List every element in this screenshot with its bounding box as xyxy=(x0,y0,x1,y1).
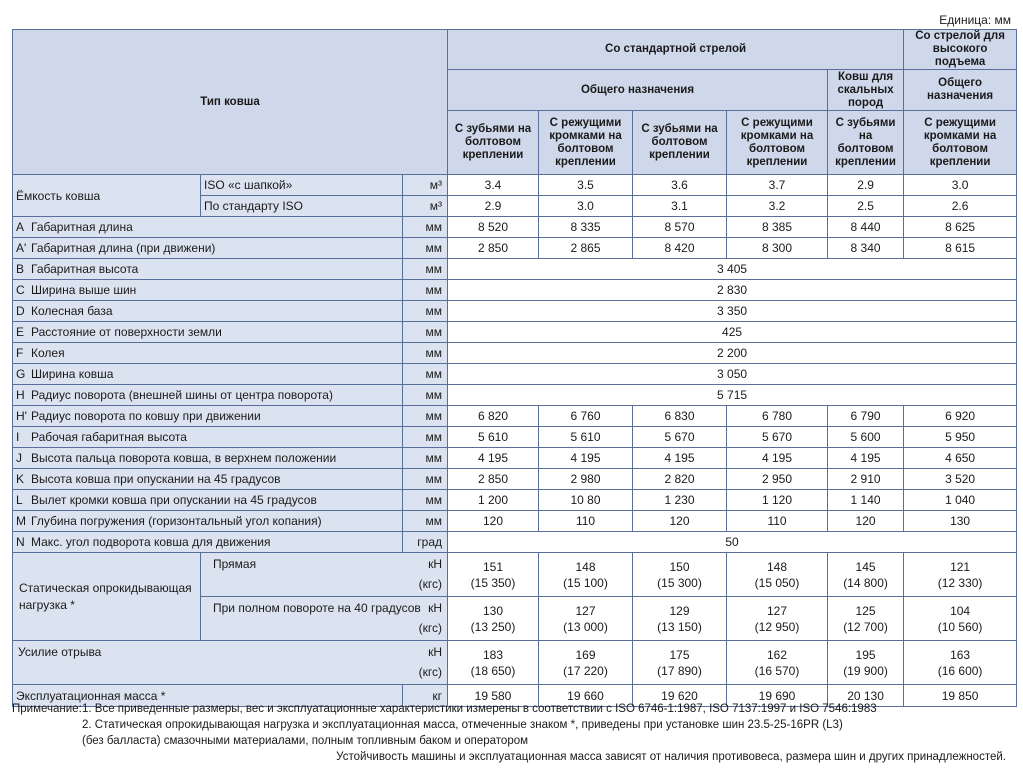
row-letter: H' xyxy=(16,409,27,423)
value-cell: 8 385 xyxy=(727,217,828,238)
note-1: 1. Все приведенные размеры, вес и эксплуатационные характеристики измерены в соответствии с ISO 6746-1:1987, ISO 7137:1997 и ISO 7546:1983 xyxy=(82,703,877,715)
value-kgs: (17 890) xyxy=(657,663,702,678)
row-letter: K xyxy=(16,472,25,486)
value-cell: 2.9 xyxy=(828,175,904,196)
value-cell-two-line xyxy=(904,597,1017,641)
table-row xyxy=(13,175,1017,196)
value-kgs: (13 000) xyxy=(563,619,608,634)
row-label-text: Ширина ковша xyxy=(31,367,114,381)
row-letter: E xyxy=(16,325,25,339)
value-cell: 1 140 xyxy=(828,490,904,511)
column-header: С зубьями на болтовом креплении xyxy=(828,111,904,175)
mass-label: Эксплуатационная масса * xyxy=(13,685,403,707)
value-cell: 130 xyxy=(904,511,1017,532)
value-cell: 8 440 xyxy=(828,217,904,238)
value-cell: 1 040 xyxy=(904,490,1017,511)
unit-cell: мм xyxy=(403,280,448,301)
column-header: С зубьями на болтовом креплении xyxy=(448,111,539,175)
table-row xyxy=(13,427,1017,448)
unit-cell: мм xyxy=(403,259,448,280)
capacity-label: Ёмкость ковша xyxy=(13,175,201,217)
row-label xyxy=(13,217,403,238)
row-letter: F xyxy=(16,346,24,360)
row-label-text: Высота ковша при опускании на 45 градусов xyxy=(31,472,281,486)
row-label-text: Габаритная высота xyxy=(31,262,139,276)
value-cell: 3.1 xyxy=(633,196,727,217)
value-cell-two-line xyxy=(539,597,633,641)
row-label-text: Глубина погружения (горизонтальный угол копания) xyxy=(31,514,322,528)
value-kn: 150 xyxy=(669,559,690,574)
value-cell: 2 820 xyxy=(633,469,727,490)
value-cell: 3.2 xyxy=(727,196,828,217)
breakout-label-text: Усилие отрыва xyxy=(18,645,102,659)
row-label-text: Вылет кромки ковша при опускании на 45 градусов xyxy=(31,493,317,507)
column-header: С режущими кромками на болтовом креплении xyxy=(904,111,1017,175)
unit-cell: мм xyxy=(403,322,448,343)
value-kn: 127 xyxy=(767,603,788,618)
value-kgs: (16 570) xyxy=(754,663,800,678)
value-cell: 5 610 xyxy=(539,427,633,448)
unit-cell: кг xyxy=(403,685,448,707)
unit-cell: мм xyxy=(403,217,448,238)
row-letter: M xyxy=(16,514,26,528)
note-2-continued: (без балласта) смазочными материалами, полным топливным баком и оператором xyxy=(82,735,529,747)
row-label xyxy=(13,301,403,322)
table-row xyxy=(13,238,1017,259)
value-cell: 8 520 xyxy=(448,217,539,238)
row-letter: J xyxy=(16,451,22,465)
table-row xyxy=(13,280,1017,301)
value-kgs: (13 250) xyxy=(470,619,516,634)
value-cell: 2.5 xyxy=(828,196,904,217)
unit-cell: мм xyxy=(403,511,448,532)
unit-kgs: (кгс) xyxy=(418,665,443,679)
table-row xyxy=(13,532,1017,553)
note-2: 2. Статическая опрокидывающая нагрузка и эксплуатационная масса, отмеченные знаком *, приведены при установке шин 23.5-25-16PR (L3) xyxy=(82,719,843,731)
value-cell-merged: 425 xyxy=(448,322,1017,343)
value-cell: 2 850 xyxy=(448,238,539,259)
unit-cell: град xyxy=(403,532,448,553)
value-cell-two-line xyxy=(448,641,539,685)
value-cell: 5 670 xyxy=(633,427,727,448)
row-letter: C xyxy=(16,283,25,297)
value-cell: 8 615 xyxy=(904,238,1017,259)
unit-kn: кН xyxy=(428,601,443,615)
row-label xyxy=(13,448,403,469)
general-purpose-header-2: Общего назначения xyxy=(904,70,1017,111)
value-cell: 5 600 xyxy=(828,427,904,448)
unit-cell: мм xyxy=(403,343,448,364)
row-label xyxy=(13,280,403,301)
value-cell: 8 570 xyxy=(633,217,727,238)
value-cell-two-line xyxy=(727,641,828,685)
table-row xyxy=(13,553,1017,597)
table-row xyxy=(13,469,1017,490)
table-row xyxy=(13,448,1017,469)
standard-boom-header: Со стандартной стрелой xyxy=(448,30,904,70)
row-label xyxy=(13,322,403,343)
table-row xyxy=(13,217,1017,238)
row-letter: L xyxy=(16,493,23,507)
row-label xyxy=(13,532,403,553)
value-cell: 1 230 xyxy=(633,490,727,511)
value-cell: 6 830 xyxy=(633,406,727,427)
row-label xyxy=(13,511,403,532)
row-letter: N xyxy=(16,535,25,549)
value-cell-merged: 5 715 xyxy=(448,385,1017,406)
value-kn: 195 xyxy=(855,647,876,662)
value-kgs: (17 220) xyxy=(563,663,608,678)
table-row xyxy=(13,301,1017,322)
value-kgs: (16 600) xyxy=(937,663,983,678)
row-label-text: Макс. угол подворота ковша для движения xyxy=(31,535,271,549)
table-row xyxy=(13,511,1017,532)
row-letter: A' xyxy=(16,241,27,255)
value-kn: 163 xyxy=(950,647,971,662)
row-label xyxy=(13,427,403,448)
value-kn: 162 xyxy=(767,647,788,662)
row-letter: B xyxy=(16,262,25,276)
bucket-type-header: Тип ковша xyxy=(13,30,448,175)
value-cell-merged: 50 xyxy=(448,532,1017,553)
breakout-label xyxy=(13,641,448,685)
tipping-sub-text: Прямая xyxy=(213,557,257,571)
value-cell: 6 820 xyxy=(448,406,539,427)
unit-kgs: (кгс) xyxy=(418,621,443,635)
value-cell: 3.0 xyxy=(539,196,633,217)
row-letter: G xyxy=(16,367,26,381)
value-cell: 3.7 xyxy=(727,175,828,196)
row-letter: H xyxy=(16,388,25,402)
value-cell: 2 865 xyxy=(539,238,633,259)
value-kgs: (12 330) xyxy=(937,575,983,590)
tipping-sub-label xyxy=(201,553,448,597)
row-label xyxy=(13,406,403,427)
unit-cell: м³ xyxy=(403,175,448,196)
unit-cell: мм xyxy=(403,364,448,385)
value-cell: 19 660 xyxy=(539,685,633,707)
value-cell-two-line xyxy=(727,597,828,641)
table-row xyxy=(13,641,1017,685)
value-cell: 1 200 xyxy=(448,490,539,511)
value-kgs: (12 950) xyxy=(754,619,800,634)
note-3: Устойчивость машины и эксплуатационная масса зависят от наличия противовеса, размера шин и других принадлежностей. xyxy=(336,751,1006,763)
row-label-text: Габаритная длина (при движени) xyxy=(31,241,216,255)
value-cell-two-line xyxy=(539,641,633,685)
table-row xyxy=(13,364,1017,385)
value-cell: 3.6 xyxy=(633,175,727,196)
value-cell: 8 625 xyxy=(904,217,1017,238)
value-kgs: (14 800) xyxy=(843,575,888,590)
value-cell: 120 xyxy=(828,511,904,532)
column-header: С режущими кромками на болтовом креплении xyxy=(727,111,828,175)
unit-cell: мм xyxy=(403,301,448,322)
value-kn: 151 xyxy=(483,559,504,574)
value-cell-two-line xyxy=(727,553,828,597)
unit-kn: кН xyxy=(428,557,443,571)
value-kgs: (18 650) xyxy=(470,663,516,678)
value-cell-merged: 3 050 xyxy=(448,364,1017,385)
table-row xyxy=(13,322,1017,343)
value-cell-two-line xyxy=(633,597,727,641)
unit-cell: мм xyxy=(403,490,448,511)
unit-cell: м³ xyxy=(403,196,448,217)
value-cell: 4 195 xyxy=(539,448,633,469)
value-cell: 2 950 xyxy=(727,469,828,490)
row-label-text: Расстояние от поверхности земли xyxy=(31,325,222,339)
row-letter: A xyxy=(16,220,25,234)
notes xyxy=(12,701,1012,765)
value-cell: 6 760 xyxy=(539,406,633,427)
value-kn: 145 xyxy=(855,559,876,574)
value-cell-two-line xyxy=(448,597,539,641)
value-cell-two-line xyxy=(633,641,727,685)
value-cell-two-line xyxy=(828,553,904,597)
value-kn: 169 xyxy=(575,647,596,662)
row-label-text: Радиус поворота по ковшу при движении xyxy=(31,409,261,423)
value-kgs: (15 350) xyxy=(470,575,516,590)
value-cell: 2 850 xyxy=(448,469,539,490)
table-row xyxy=(13,343,1017,364)
row-label-text: Габаритная длина xyxy=(31,220,133,234)
value-kn: 148 xyxy=(767,559,788,574)
value-cell: 2.6 xyxy=(904,196,1017,217)
row-label-text: Радиус поворота (внешней шины от центра поворота) xyxy=(31,388,333,402)
unit-cell: мм xyxy=(403,238,448,259)
value-cell: 6 920 xyxy=(904,406,1017,427)
value-cell-two-line xyxy=(828,597,904,641)
rock-bucket-header: Ковш для скальных пород xyxy=(828,70,904,111)
unit-note: Единица: мм xyxy=(939,13,1011,27)
value-cell: 4 650 xyxy=(904,448,1017,469)
value-cell: 120 xyxy=(633,511,727,532)
value-kgs: (15 300) xyxy=(657,575,702,590)
value-kn: 104 xyxy=(950,603,971,618)
table-row xyxy=(13,406,1017,427)
tipping-sub-label xyxy=(201,597,448,641)
unit-cell: мм xyxy=(403,406,448,427)
value-cell: 2 980 xyxy=(539,469,633,490)
row-letter: D xyxy=(16,304,25,318)
row-label xyxy=(13,343,403,364)
general-purpose-header: Общего назначения xyxy=(448,70,828,111)
value-kgs: (13 150) xyxy=(657,619,702,634)
value-kn: 125 xyxy=(855,603,876,618)
value-kn: 127 xyxy=(575,603,596,618)
value-kn: 130 xyxy=(483,603,504,618)
table-row xyxy=(13,385,1017,406)
value-kn: 121 xyxy=(950,559,971,574)
value-kn: 175 xyxy=(669,647,690,662)
column-header: С зубьями на болтовом креплении xyxy=(633,111,727,175)
value-cell: 1 120 xyxy=(727,490,828,511)
value-cell: 110 xyxy=(727,511,828,532)
value-cell-two-line xyxy=(904,641,1017,685)
value-kn: 183 xyxy=(483,647,504,662)
value-cell-two-line xyxy=(539,553,633,597)
unit-kn: кН xyxy=(428,645,443,659)
row-label xyxy=(13,364,403,385)
value-cell: 5 950 xyxy=(904,427,1017,448)
value-cell-merged: 3 405 xyxy=(448,259,1017,280)
value-cell-two-line xyxy=(904,553,1017,597)
value-kn: 129 xyxy=(669,603,690,618)
value-cell: 4 195 xyxy=(448,448,539,469)
value-cell: 8 335 xyxy=(539,217,633,238)
row-label-text: Колея xyxy=(31,346,65,360)
value-cell-merged: 2 830 xyxy=(448,280,1017,301)
value-cell: 2 910 xyxy=(828,469,904,490)
value-cell: 8 420 xyxy=(633,238,727,259)
value-cell: 4 195 xyxy=(633,448,727,469)
value-cell: 19 690 xyxy=(727,685,828,707)
spec-table xyxy=(12,29,1017,707)
column-header: С режущими кромками на болтовом креплении xyxy=(539,111,633,175)
row-label xyxy=(13,469,403,490)
value-cell: 2.9 xyxy=(448,196,539,217)
row-label xyxy=(13,490,403,511)
row-label-text: Высота пальца поворота ковша, в верхнем положении xyxy=(31,451,337,465)
row-label xyxy=(13,385,403,406)
value-cell: 3.0 xyxy=(904,175,1017,196)
value-kn: 148 xyxy=(575,559,596,574)
unit-cell: мм xyxy=(403,385,448,406)
row-label-text: Колесная база xyxy=(31,304,113,318)
row-label xyxy=(13,238,403,259)
value-cell: 19 850 xyxy=(904,685,1017,707)
notes-title: Примечание: xyxy=(12,703,82,715)
value-kgs: (15 050) xyxy=(754,575,800,590)
unit-kgs: (кгс) xyxy=(418,577,443,591)
value-cell-merged: 2 200 xyxy=(448,343,1017,364)
value-cell: 10 80 xyxy=(539,490,633,511)
capacity-sub-label: По стандарту ISO xyxy=(201,196,403,217)
row-label xyxy=(13,259,403,280)
value-kgs: (15 100) xyxy=(563,575,608,590)
value-cell: 5 670 xyxy=(727,427,828,448)
row-label-text: Ширина выше шин xyxy=(31,283,137,297)
value-cell: 3.5 xyxy=(539,175,633,196)
value-cell: 120 xyxy=(448,511,539,532)
value-kgs: (12 700) xyxy=(843,619,888,634)
value-cell-two-line xyxy=(448,553,539,597)
tipping-load-label: Статическая опрокидывающая нагрузка * xyxy=(13,553,201,641)
value-cell: 19 620 xyxy=(633,685,727,707)
unit-cell: мм xyxy=(403,448,448,469)
unit-cell: мм xyxy=(403,427,448,448)
table-row xyxy=(13,259,1017,280)
row-letter: I xyxy=(16,430,20,444)
value-kgs: (19 900) xyxy=(843,663,888,678)
table-row xyxy=(13,490,1017,511)
value-cell: 3.4 xyxy=(448,175,539,196)
value-cell: 110 xyxy=(539,511,633,532)
value-cell-two-line xyxy=(633,553,727,597)
value-cell: 8 300 xyxy=(727,238,828,259)
value-cell: 19 580 xyxy=(448,685,539,707)
value-cell: 3 520 xyxy=(904,469,1017,490)
value-cell: 20 130 xyxy=(828,685,904,707)
value-kgs: (10 560) xyxy=(937,619,983,634)
unit-cell: мм xyxy=(403,469,448,490)
value-cell: 6 790 xyxy=(828,406,904,427)
tipping-sub-text: При полном повороте на 40 градусов xyxy=(213,601,421,615)
high-lift-boom-header: Со стрелой для высокого подъема xyxy=(904,30,1017,70)
value-cell: 6 780 xyxy=(727,406,828,427)
capacity-sub-label: ISO «с шапкой» xyxy=(201,175,403,196)
value-cell-two-line xyxy=(828,641,904,685)
row-label-text: Рабочая габаритная высота xyxy=(31,430,187,444)
value-cell: 4 195 xyxy=(727,448,828,469)
value-cell: 4 195 xyxy=(828,448,904,469)
value-cell: 5 610 xyxy=(448,427,539,448)
value-cell-merged: 3 350 xyxy=(448,301,1017,322)
value-cell: 8 340 xyxy=(828,238,904,259)
